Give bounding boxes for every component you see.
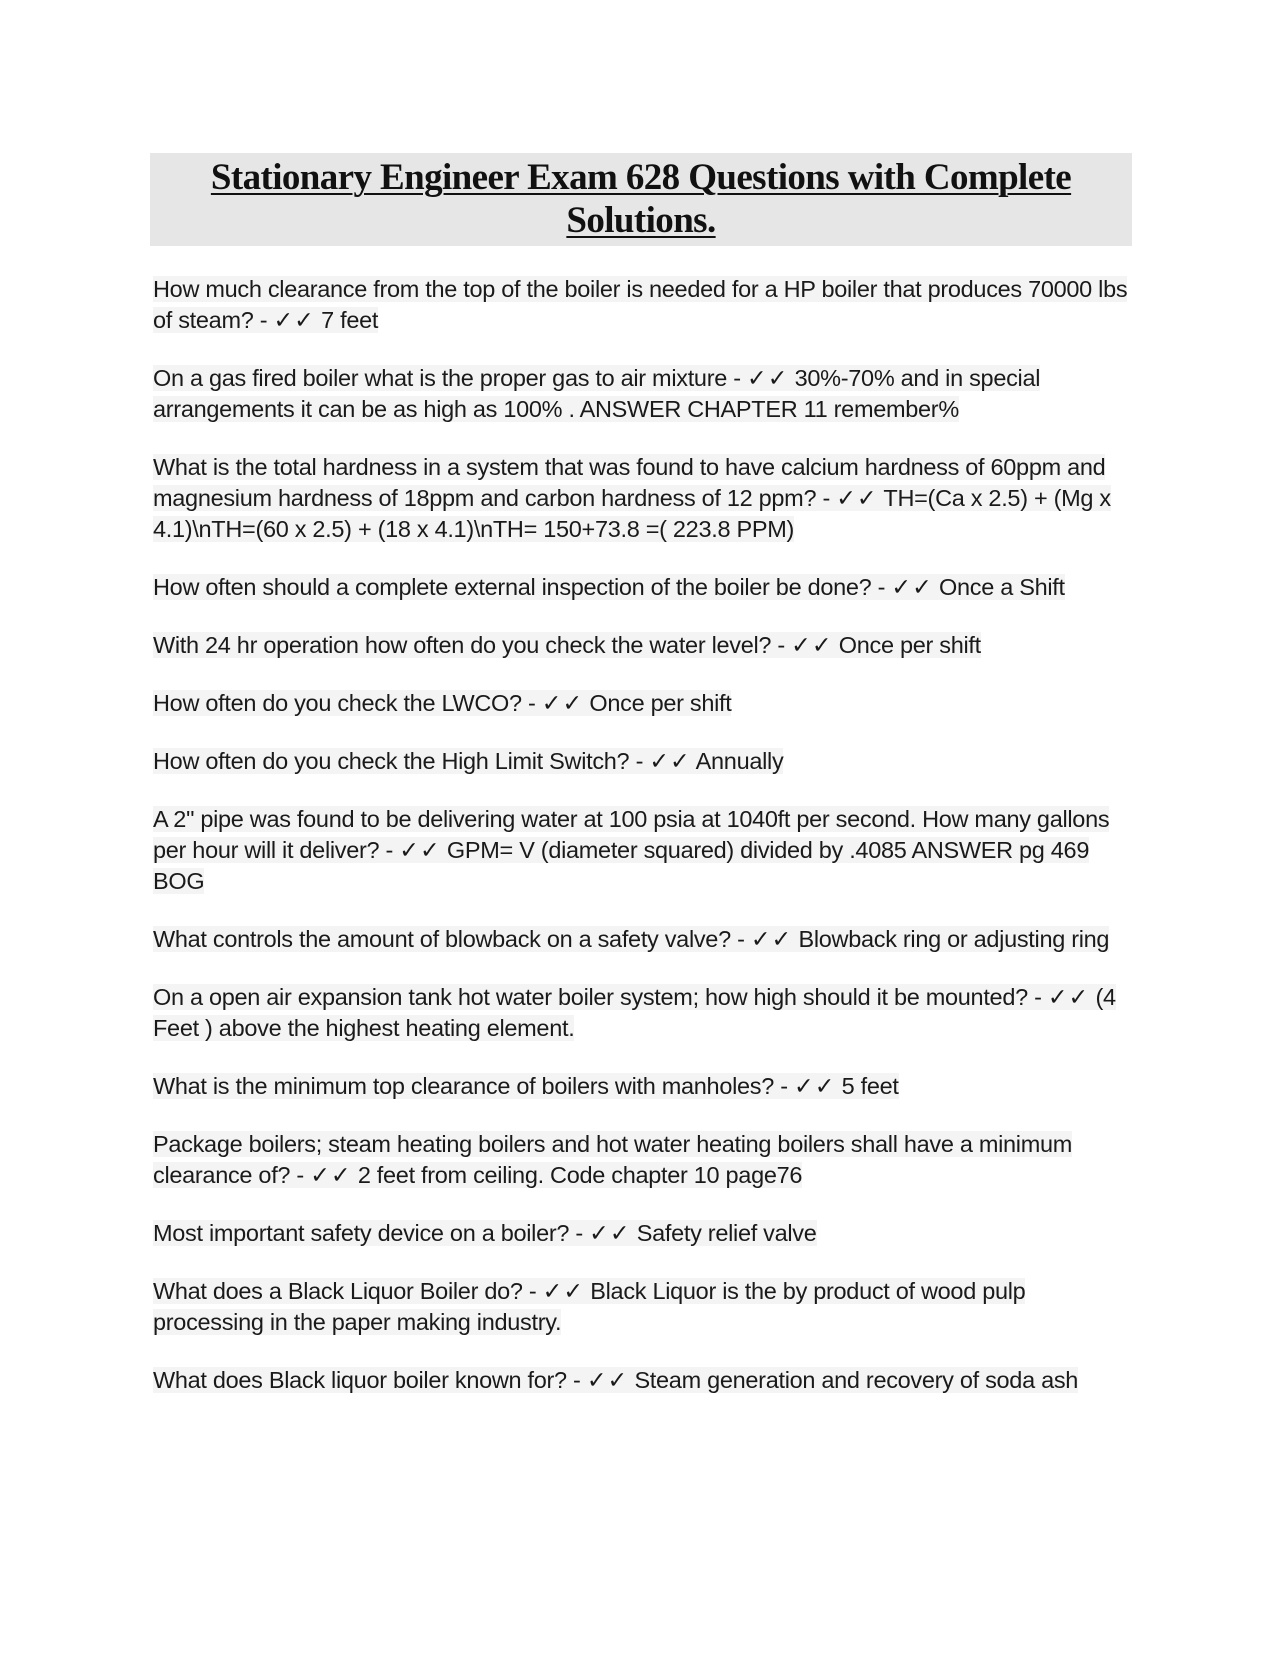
separator: - <box>774 1073 794 1099</box>
question-text: Package boilers; steam heating boilers and hot water heating boilers shall have a minimum clearance of? <box>153 1131 1073 1188</box>
answer-text: Safety relief valve <box>636 1220 817 1246</box>
check-marks-icon: ✓✓ <box>750 926 793 952</box>
document-page <box>150 153 1132 1423</box>
answer-text: TH=(Ca x 2.5) + (Mg x 4.1)\nTH=(60 x 2.5) + (18 x 4.1)\nTH= 150+73.8 =( 223.8 PPM) <box>153 485 1111 542</box>
question-text: What does Black liquor boiler known for? <box>153 1367 567 1393</box>
question-item <box>153 1129 1132 1191</box>
check-marks-icon: ✓✓ <box>541 690 584 716</box>
question-text: What controls the amount of blowback on a safety valve? <box>153 926 731 952</box>
question-text: With 24 hr operation how often do you check the water level? <box>153 632 772 658</box>
question-item <box>153 924 1132 955</box>
question-answer-text <box>153 1278 1025 1335</box>
question-text: How often do you check the LWCO? <box>153 690 522 716</box>
separator: - <box>727 365 747 391</box>
question-answer-text <box>153 574 1065 600</box>
check-marks-icon: ✓✓ <box>1047 984 1090 1010</box>
question-text: How much clearance from the top of the boiler is needed for a HP boiler that produces 70000 lbs of steam? <box>153 276 1128 333</box>
separator: - <box>771 632 792 658</box>
separator: - <box>290 1162 311 1188</box>
question-answer-text <box>153 1367 1078 1393</box>
answer-text: Steam generation and recovery of soda ash <box>634 1367 1079 1393</box>
document-title: Stationary Engineer Exam 628 Questions with Complete Solutions. <box>210 157 1072 241</box>
answer-text: Once per shift <box>838 632 981 658</box>
answer-text: (4 Feet ) above the highest heating element. <box>153 984 1116 1041</box>
question-answer-text <box>153 984 1116 1041</box>
question-answer-text <box>153 1073 899 1099</box>
question-answer-text <box>153 1220 817 1246</box>
question-text: What does a Black Liquor Boiler do? <box>153 1278 523 1304</box>
separator: - <box>521 690 542 716</box>
separator: - <box>816 485 837 511</box>
question-item <box>153 274 1132 336</box>
separator: - <box>566 1367 587 1393</box>
answer-text: Once a Shift <box>939 574 1065 600</box>
separator: - <box>569 1220 590 1246</box>
check-marks-icon: ✓✓ <box>891 574 933 600</box>
answer-text: 30%-70% and in special arrangements it can be as high as 100% . ANSWER CHAPTER 11 remember% <box>153 365 1041 422</box>
check-marks-icon: ✓✓ <box>542 1278 585 1304</box>
question-text: What is the total hardness in a system that was found to have calcium hardness of 60ppm and magnesium hardness of 18ppm and carbon hardness of 12 ppm? <box>153 454 1106 511</box>
separator: - <box>1027 984 1048 1010</box>
question-text: How often do you check the High Limit Switch? <box>153 748 630 774</box>
question-list <box>150 274 1132 1396</box>
answer-text: Black Liquor is the by product of wood pulp processing in the paper making industry. <box>153 1278 1026 1335</box>
separator: - <box>629 748 650 774</box>
check-marks-icon: ✓✓ <box>791 632 833 658</box>
question-item <box>153 1071 1132 1102</box>
question-answer-text <box>153 748 783 774</box>
question-answer-text <box>153 806 1109 894</box>
question-text: On a open air expansion tank hot water boiler system; how high should it be mounted? <box>153 984 1028 1010</box>
question-text: What is the minimum top clearance of boilers with manholes? <box>153 1073 775 1099</box>
question-item <box>153 746 1132 777</box>
separator: - <box>522 1278 543 1304</box>
answer-text: Annually <box>695 748 784 774</box>
separator: - <box>730 926 751 952</box>
answer-text: GPM= V (diameter squared) divided by .4085 ANSWER pg 469 BOG <box>153 837 1090 894</box>
question-item <box>153 1276 1132 1338</box>
separator: - <box>379 837 400 863</box>
check-marks-icon: ✓✓ <box>586 1367 629 1393</box>
question-text: On a gas fired boiler what is the proper gas to air mixture <box>153 365 728 391</box>
question-item <box>153 1218 1132 1249</box>
question-text: A 2" pipe was found to be delivering water at 100 psia at 1040ft per second. How many gallons per hour will it deliver? <box>153 806 1110 863</box>
question-item <box>153 363 1132 425</box>
check-marks-icon: ✓✓ <box>273 307 315 333</box>
question-item <box>153 1365 1132 1396</box>
check-marks-icon: ✓✓ <box>747 365 789 391</box>
question-answer-text <box>153 690 731 716</box>
question-answer-text <box>153 1131 1072 1188</box>
check-marks-icon: ✓✓ <box>310 1162 352 1188</box>
question-answer-text <box>153 454 1111 542</box>
answer-text: 2 feet from ceiling. Code chapter 10 page76 <box>357 1162 803 1188</box>
question-item <box>153 688 1132 719</box>
question-item <box>153 452 1132 545</box>
separator: - <box>871 574 892 600</box>
question-answer-text <box>153 926 1109 952</box>
title-banner <box>150 153 1132 246</box>
check-marks-icon: ✓✓ <box>589 1220 631 1246</box>
answer-text: Blowback ring or adjusting ring <box>798 926 1110 952</box>
question-answer-text <box>153 632 981 658</box>
answer-text: 5 feet <box>841 1073 899 1099</box>
question-item <box>153 804 1132 897</box>
check-marks-icon: ✓✓ <box>794 1073 836 1099</box>
question-text: Most important safety device on a boiler? <box>153 1220 570 1246</box>
question-answer-text <box>153 365 1040 422</box>
question-item <box>153 572 1132 603</box>
question-text: How often should a complete external inspection of the boiler be done? <box>153 574 872 600</box>
check-marks-icon: ✓✓ <box>836 485 878 511</box>
separator: - <box>253 307 274 333</box>
question-answer-text <box>153 276 1127 333</box>
question-item <box>153 630 1132 661</box>
answer-text: 7 feet <box>321 307 379 333</box>
answer-text: Once per shift <box>589 690 732 716</box>
question-item <box>153 982 1132 1044</box>
check-marks-icon: ✓✓ <box>399 837 441 863</box>
check-marks-icon: ✓✓ <box>649 748 691 774</box>
